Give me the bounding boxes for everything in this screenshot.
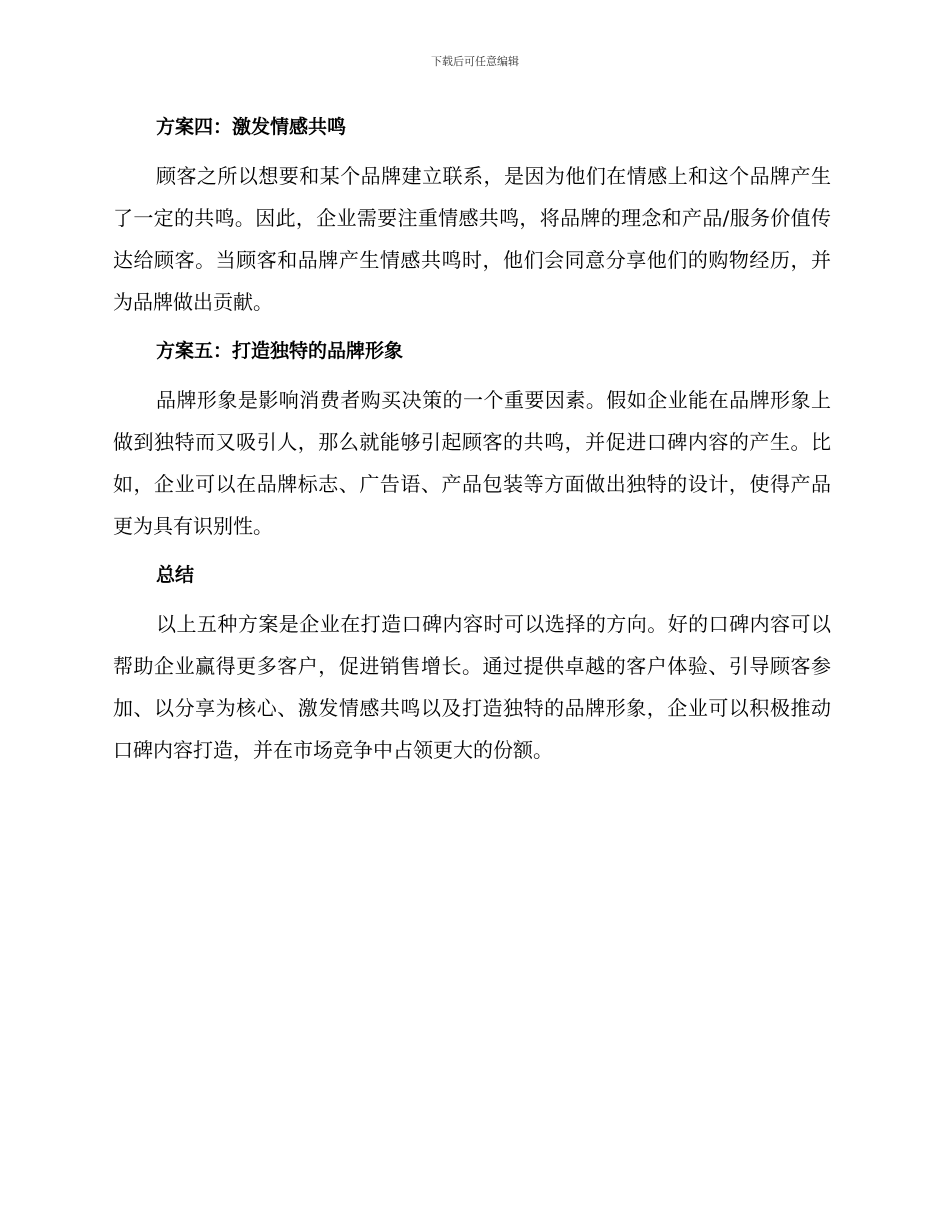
section-heading-plan-four: 方案四：激发情感共鸣 bbox=[156, 116, 347, 138]
page-header-note: 下载后可任意编辑 bbox=[431, 55, 519, 68]
section-paragraph-plan-four: 顾客之所以想要和某个品牌建立联系，是因为他们在情感上和这个品牌产生了一定的共鸣。因此，企业需要注重情感共鸣，将品牌的理念和产品/服务价值传达给顾客。当顾客和品牌产生情感共鸣时，他们会同意分享他们的购物经历，并为品牌做出贡献。 bbox=[113, 164, 831, 314]
section-paragraph-summary: 以上五种方案是企业在打造口碑内容时可以选择的方向。好的口碑内容可以帮助企业赢得更多客户，促进销售增长。通过提供卓越的客户体验、引导顾客参加、以分享为核心、激发情感共鸣以及打造独特的品牌形象，企业可以积极推动口碑内容打造，并在市场竞争中占领更大的份额。 bbox=[113, 612, 831, 762]
section-paragraph-plan-five: 品牌形象是影响消费者购买决策的一个重要因素。假如企业能在品牌形象上做到独特而又吸引人，那么就能够引起顾客的共鸣，并促进口碑内容的产生。比如，企业可以在品牌标志、广告语、产品包装等方面做出独特的设计，使得产品更为具有识别性。 bbox=[113, 388, 831, 538]
document-body bbox=[113, 110, 831, 771]
section-heading-summary: 总结 bbox=[156, 564, 195, 586]
section-heading-plan-five: 方案五：打造独特的品牌形象 bbox=[156, 340, 404, 362]
